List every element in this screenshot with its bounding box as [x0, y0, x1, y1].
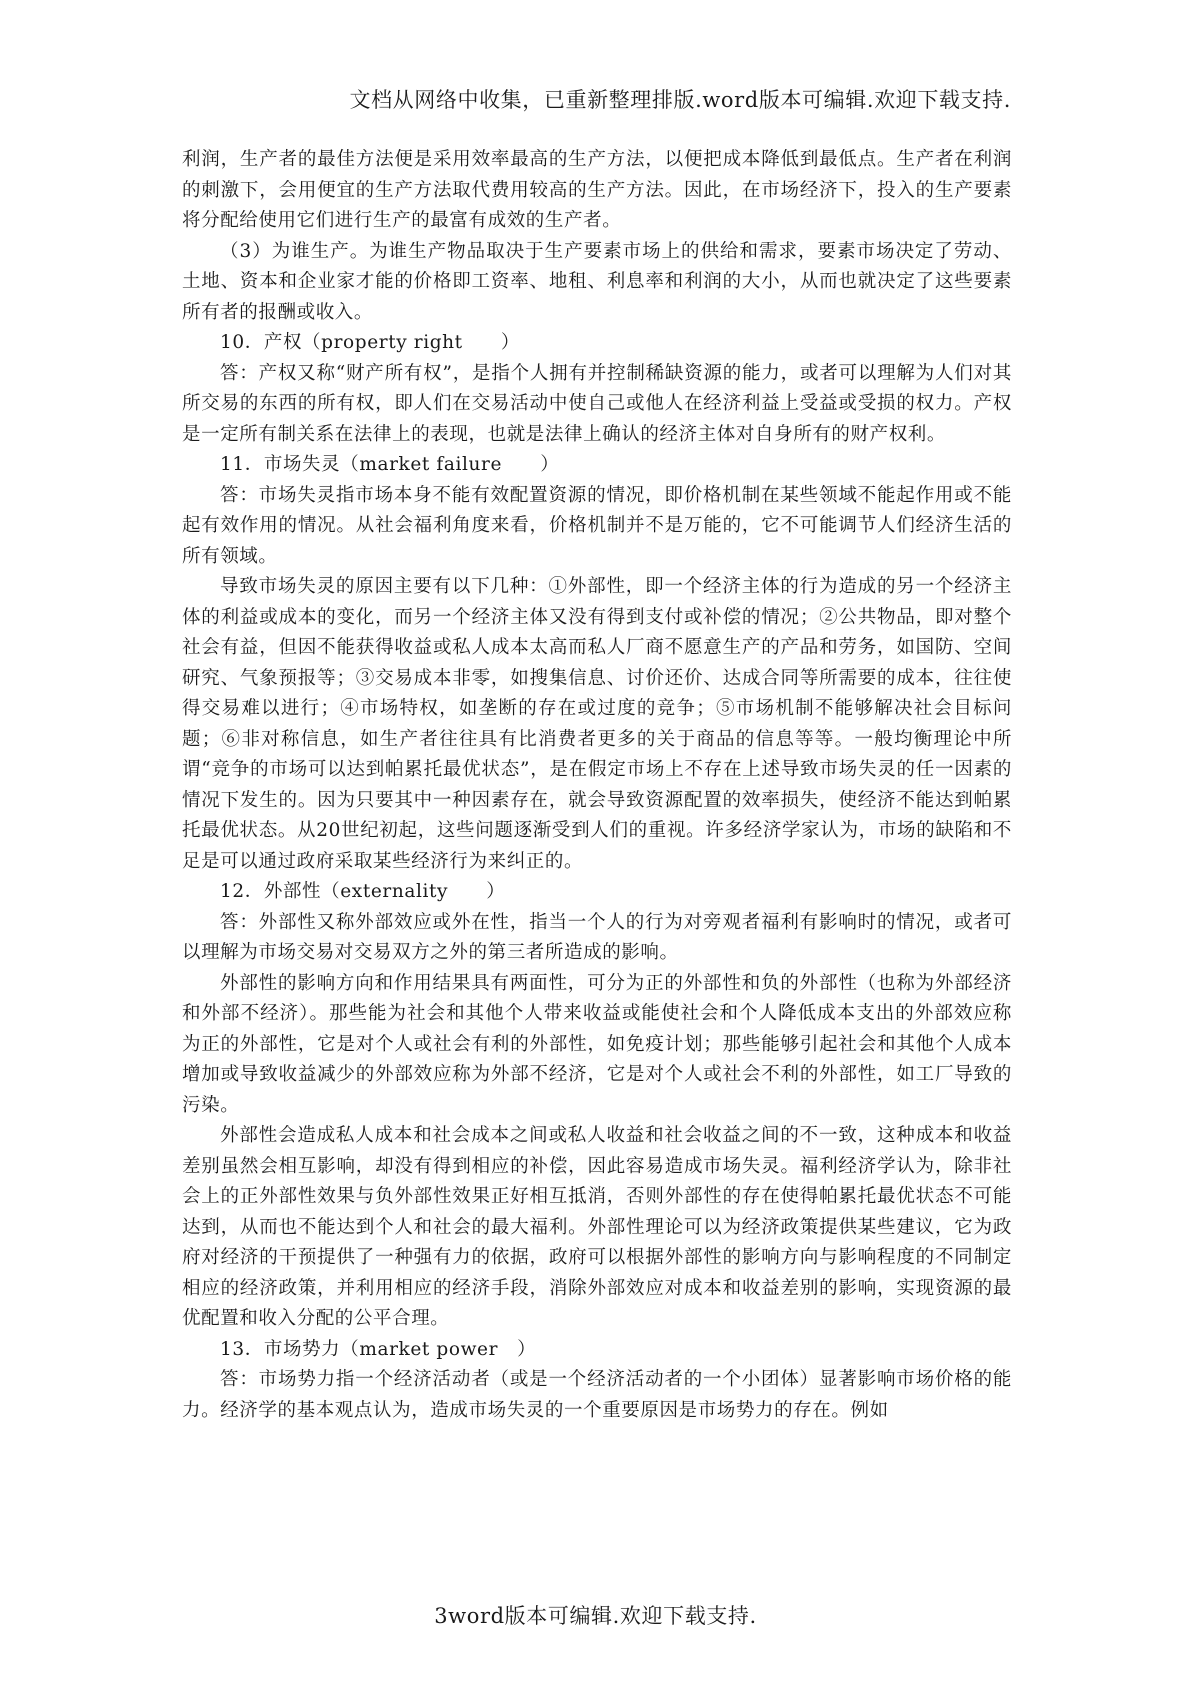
heading-market-failure: 11．市场失灵（market failure ） — [220, 454, 560, 475]
page-footer: 3word版本可编辑.欢迎下载支持. — [434, 1604, 757, 1628]
paragraph-market-failure-causes: 导致市场失灵的原因主要有以下几种：①外部性，即一个经济主体的行为造成的另一个经济主体的利益或成本的变化，而另一个经济主体又没有得到支付或补偿的情况；②公共物品，即对整个社会有益，但因不能获得收益或私人成本太高而私人厂商不愿意生产的产品和劳务，如国防、空间研究、气象预报等；③交易成本非零，如搜集信息、讨价还价、达成合同等所需要的成本，往往使得交易难以进行；④市场特权，如垄断的存在或过度的竞争；⑤市场机制不能够解决社会目标问题；⑥非对称信息，如生产者往往具有比消费者更多的关于商品的信息等等。一般均衡理论中所谓“竞争的市场可以达到帕累托最优状态”，是在假定市场上不存在上述导致市场失灵的任一因素的情况下发生的。因为只要其中一种因素存在，就会导致资源配置的效率损失，使经济不能达到帕累托最优状态。从20世纪初起，这些问题逐渐受到人们的重视。许多经济学家认为，市场的缺陷和不足是可以通过政府采取某些经济行为来纠正的。 — [182, 576, 1012, 872]
paragraph-continuation: 利润，生产者的最佳方法便是采用效率最高的生产方法，以便把成本降低到最低点。生产者在利润的刺激下，会用便宜的生产方法取代费用较高的生产方法。因此，在市场经济下，投入的生产要素将分配给使用它们进行生产的最富有成效的生产者。 — [182, 149, 1012, 231]
heading-externality: 12．外部性（externality ） — [220, 881, 506, 902]
paragraph-property-right-answer: 答：产权又称“财产所有权”，是指个人拥有并控制稀缺资源的能力，或者可以理解为人们对其所交易的东西的所有权，即人们在交易活动中使自己或他人在经济利益上受益或受损的权力。产权是一定所有制关系在法律上的表现，也就是法律上确认的经济主体对自身所有的财产权利。 — [182, 362, 1012, 445]
paragraph-market-failure-answer: 答：市场失灵指市场本身不能有效配置资源的情况，即价格机制在某些领域不能起作用或不能起有效作用的情况。从社会福利角度来看，价格机制并不是万能的，它不可能调节人们经济生活的所有领域。 — [182, 484, 1012, 567]
paragraph-externality-types: 外部性的影响方向和作用结果具有两面性，可分为正的外部性和负的外部性（也称为外部经济和外部不经济）。那些能为社会和其他个人带来收益或能使社会和个人降低成本支出的外部效应称为正的外部性，它是对个人或社会有利的外部性，如免疫计划；那些能够引起社会和其他个人成本增加或导致收益减少的外部效应称为外部不经济，它是对个人或社会不利的外部性，如工厂导致的污染。 — [182, 972, 1012, 1116]
paragraph-externality-effects: 外部性会造成私人成本和社会成本之间或私人收益和社会收益之间的不一致，这种成本和收益差别虽然会相互影响，却没有得到相应的补偿，因此容易造成市场失灵。福利经济学认为，除非社会上的正外部性效果与负外部性效果正好相互抵消，否则外部性的存在使得帕累托最优状态不可能达到，从而也不能达到个人和社会的最大福利。外部性理论可以为经济政策提供某些建议，它为政府对经济的干预提供了一种强有力的依据，政府可以根据外部性的影响方向与影响程度的不同制定相应的经济政策，并利用相应的经济手段，消除外部效应对成本和收益差别的影响，实现资源的最优配置和收入分配的公平合理。 — [182, 1125, 1012, 1329]
paragraph-for-whom: （3）为谁生产。为谁生产物品取决于生产要素市场上的供给和需求，要素市场决定了劳动、土地、资本和企业家才能的价格即工资率、地租、利息率和利润的大小，从而也就决定了这些要素所有者的报酬或收入。 — [182, 240, 1012, 323]
paragraph-market-power-answer: 答：市场势力指一个经济活动者（或是一个经济活动者的一个小团体）显著影响市场价格的能力。经济学的基本观点认为，造成市场失灵的一个重要原因是市场势力的存在。例如 — [182, 1369, 1012, 1421]
heading-market-power: 13．市场势力（market power ） — [220, 1338, 537, 1360]
paragraph-externality-answer: 答：外部性又称外部效应或外在性，指当一个人的行为对旁观者福利有影响时的情况，或者可以理解为市场交易对交易双方之外的第三者所造成的影响。 — [182, 911, 1012, 963]
document-body — [182, 145, 1012, 1426]
heading-property-right: 10．产权（property right ） — [220, 332, 521, 353]
page-header: 文档从网络中收集，已重新整理排版.word版本可编辑.欢迎下载支持. — [349, 88, 1011, 112]
